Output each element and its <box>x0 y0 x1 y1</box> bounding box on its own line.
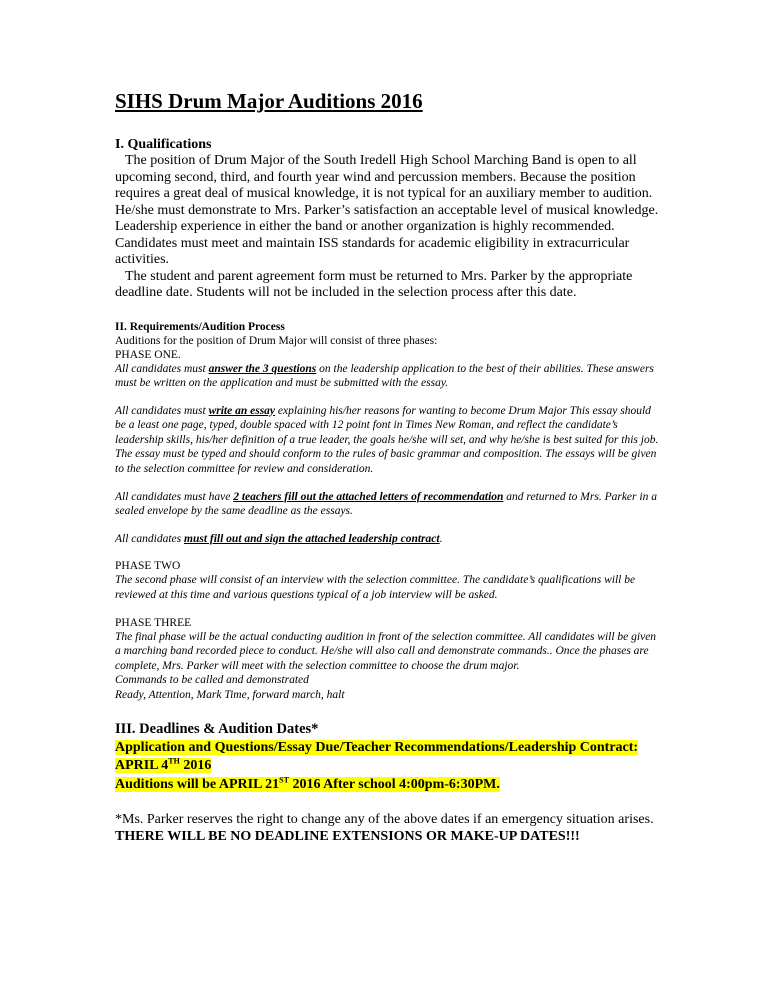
phase-one-questions <box>115 362 660 391</box>
text-span: All candidates must <box>115 404 209 417</box>
audition-date-line <box>115 775 660 794</box>
superscript: TH <box>168 756 180 766</box>
text-span: on the leadership application to the best of their abilities. These answers must be written on the application and must be submitted with the essay. <box>115 362 654 390</box>
section-requirements-heading: II. Requirements/Audition Process <box>115 320 285 333</box>
text-span: . <box>439 532 443 545</box>
commands-list: Ready, Attention, Mark Time, forward march, halt <box>115 689 345 701</box>
highlighted-text: APRIL 4 <box>115 758 169 774</box>
emphasis-recommendations: 2 teachers fill out the attached letters of recommendation <box>233 490 504 503</box>
phase-three-label: PHASE THREE <box>115 616 192 629</box>
section-qualifications-heading: I. Qualifications <box>115 137 212 152</box>
emphasis-essay: write an essay <box>208 404 276 417</box>
text-span: and returned to Mrs. Parker in a sealed envelope by the same deadline as the essays. <box>115 490 657 518</box>
commands-label: Commands to be called and demonstrated <box>115 674 309 687</box>
highlighted-text: Auditions will be APRIL 21 <box>115 776 280 792</box>
document-title: SIHS Drum Major Auditions 2016 <box>115 89 423 113</box>
dates-disclaimer: *Ms. Parker reserves the right to change any of the above dates if an emergency situation arises. <box>115 812 654 828</box>
phase-three-text: The final phase will be the actual conducting audition in front of the selection committee. All candidates will be given a marching band recorded piece to conduct. He/she will also call and demonstrate commands.. Once the phases are complete, Mrs. Parker will meet with the selection committee to choose the drum major. <box>115 630 657 672</box>
emphasis-contract: must fill out and sign the attached leadership contract <box>184 532 440 545</box>
phase-two-label: PHASE TWO <box>115 560 181 573</box>
phase-one-contract <box>115 532 660 547</box>
text-span: All candidates <box>115 532 184 545</box>
deadlines-highlight-block <box>115 738 660 794</box>
phase-one-label: PHASE ONE. <box>115 348 181 361</box>
requirements-intro: Auditions for the position of Drum Major will consist of three phases: <box>115 334 438 347</box>
emphasis-questions: answer the 3 questions <box>208 362 317 375</box>
superscript: ST <box>279 774 289 784</box>
deadline-line-2 <box>115 756 660 775</box>
document-body <box>115 88 660 845</box>
phase-two-text: The second phase will consist of an interview with the selection committee. The candidate’s qualifications will be reviewed at this time and various questions typical of a job interview will be asked. <box>115 574 636 602</box>
phase-one-essay <box>115 404 660 477</box>
phase-one-recommendations <box>115 490 660 519</box>
deadline-line-1 <box>115 738 660 757</box>
qualifications-paragraph-2: The student and parent agreement form must be returned to Mrs. Parker by the appropriate deadline date. Students will not be included in the selection process after this date. <box>115 268 633 300</box>
text-span: All candidates must <box>115 362 209 375</box>
text-span: All candidates must have <box>115 490 234 503</box>
text-span: explaining his/her reasons for wanting to become Drum Major This essay should be a least one page, typed, double spaced with 12 point font in Times New Roman, and reflect the candidate’s leadership skills, his/her definition of a true leader, the goals he/she will set, and why he/she is best suited for this job. The essay must be typed and should conform to the rules of basic grammar and composition. The essays will be given to the selection committee for review and consideration. <box>115 404 659 476</box>
qualifications-paragraph-1: The position of Drum Major of the South Iredell High School Marching Band is open to all upcoming second, third, and fourth year wind and percussion members. Because the position requires a great deal of musical knowledge, it is not typical for an auxiliary member to audition. He/she must demonstrate to Mrs. Parker’s satisfaction an acceptable level of musical knowledge. Leadership experience in either the band or another organization is highly recommended. Candidates must meet and maintain ISS standards for academic eligibility in extracurricular activities. <box>115 153 659 267</box>
highlighted-text: 2016 After school 4:00pm-6:30PM. <box>288 776 500 792</box>
no-extensions-warning: THERE WILL BE NO DEADLINE EXTENSIONS OR MAKE-UP DATES!!! <box>115 828 580 844</box>
section-deadlines-heading: III. Deadlines & Audition Dates* <box>115 720 319 737</box>
highlighted-text: Application and Questions/Essay Due/Teacher Recommendations/Leadership Contract: <box>115 739 639 755</box>
highlighted-text: 2016 <box>179 758 212 774</box>
